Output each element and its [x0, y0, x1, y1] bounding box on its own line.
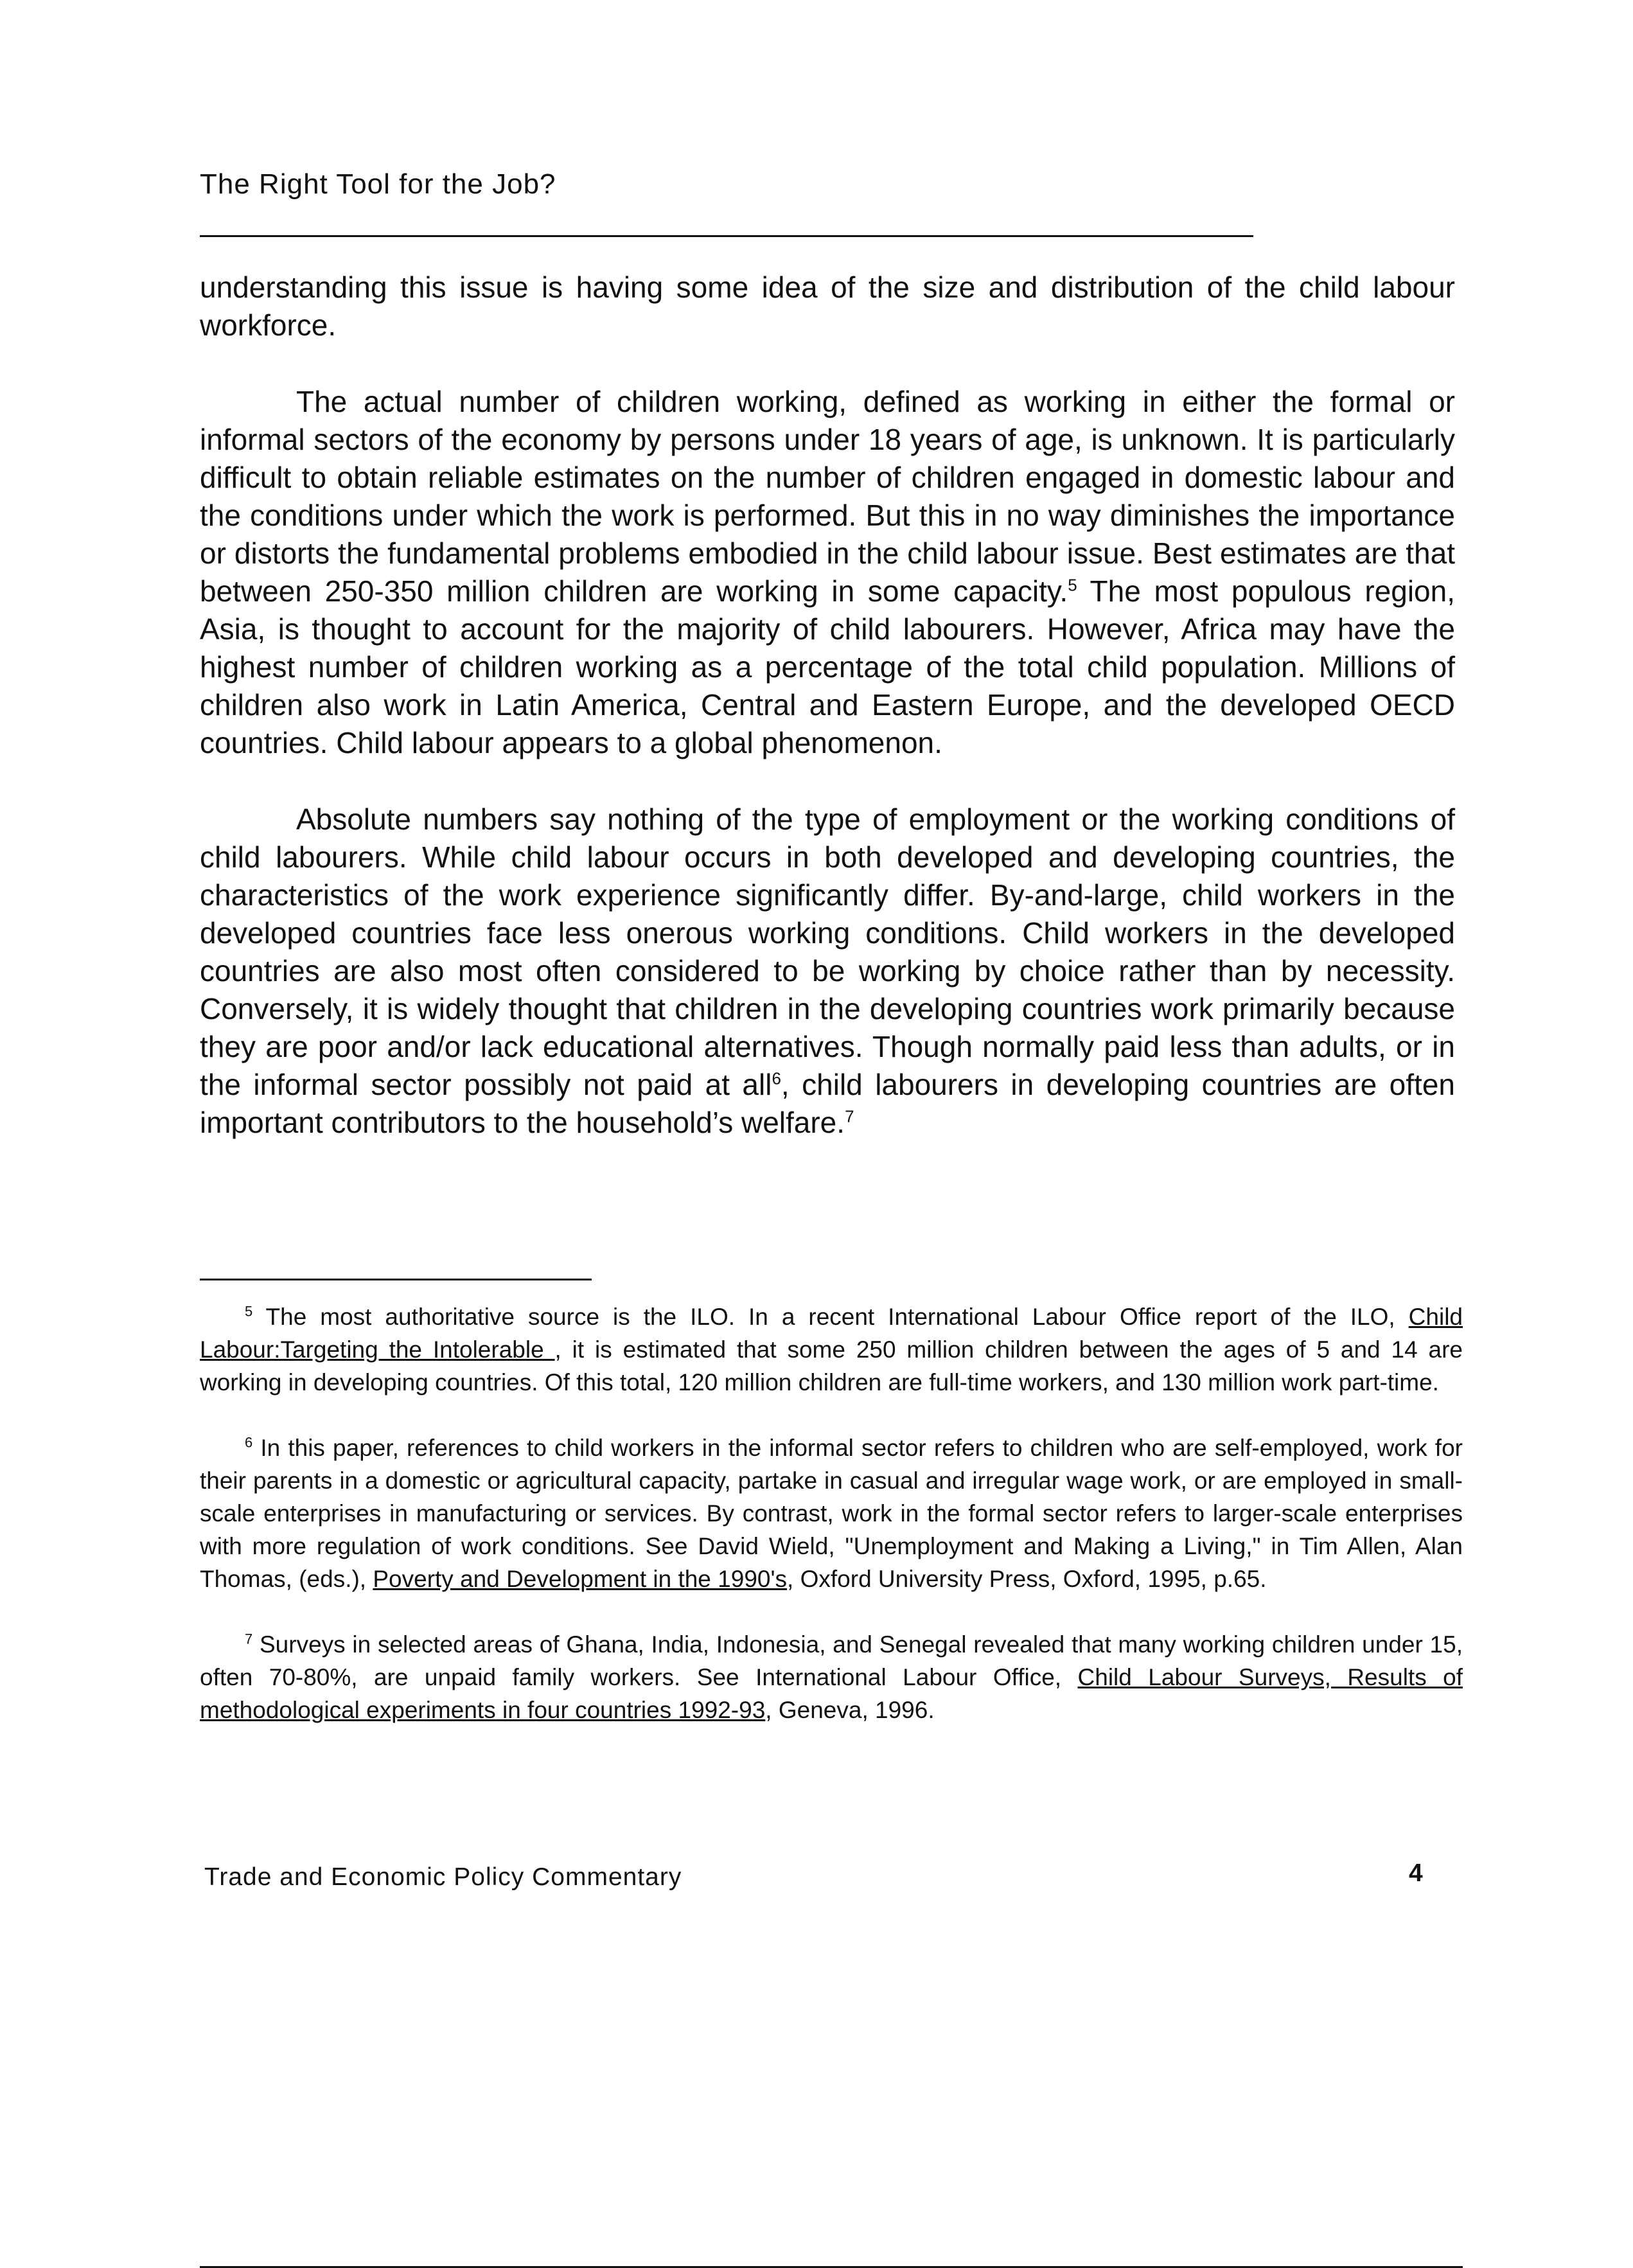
- footnote-ref-7: 7: [845, 1106, 854, 1126]
- paragraph-2: [200, 383, 1455, 762]
- paragraph-3-text-a: Absolute numbers say nothing of the type of employment or the working conditions of child labourers. While child labour occurs in both developed and developing countries, the characteristics of the work experience significantly differ. By-and-large, child workers in the developed countries face less onerous working conditions. Child workers in the developed countries are also most often considered to be working by choice rather than by necessity. Conversely, it is widely thought that children in the developing countries work primarily because they are poor and/or lack educational alternatives. Though normally paid less than adults, or in the informal sector possibly not paid at all: [200, 802, 1455, 1101]
- footnote-7-text-a: Surveys in selected areas of Ghana, India, Indonesia, and Senegal revealed that many working children under 15, often 70-80%, are unpaid family workers. See International Labour Office,: [200, 1631, 1463, 1690]
- footnote-rule: [200, 1279, 592, 1280]
- running-footer: Trade and Economic Policy Commentary: [204, 1863, 682, 1891]
- running-header: The Right Tool for the Job?: [200, 168, 556, 200]
- footnote-5-mark: 5: [245, 1303, 253, 1320]
- footnote-6: [200, 1431, 1463, 1595]
- footnote-ref-5: 5: [1068, 575, 1077, 595]
- paragraph-1: [200, 269, 1455, 344]
- footnote-5-title: Child Labour:Targeting the Intolerable: [200, 1304, 1463, 1363]
- paragraph-2-text-a: The actual number of children working, defined as working in either the formal or informal sectors of the economy by persons under 18 years of age, is unknown. It is particularly difficult to obtain reliable estimates on the number of children engaged in domestic labour and the conditions under which the work is performed. But this in no way diminishes the importance or distorts the fundamental problems embodied in the child labour issue. Best estimates are that between 250-350 million children are working in some capacity.: [200, 385, 1455, 608]
- body-text: [200, 269, 1455, 1180]
- paragraph-3: [200, 801, 1455, 1142]
- footnote-5: [200, 1300, 1463, 1399]
- footnotes: [200, 1300, 1463, 1759]
- footnote-7-text-b: , Geneva, 1996.: [765, 1697, 935, 1723]
- paragraph-2-text-b: The most populous region, Asia, is thought to account for the majority of child labourers. However, Africa may have the highest number of children working as a percentage of the total child population. Millions of children also work in Latin America, Central and Eastern Europe, and the developed OECD countries. Child labour appears to a global phenomenon.: [200, 574, 1455, 759]
- page-number: 4: [1409, 1859, 1423, 1887]
- footnote-6-text-b: , Oxford University Press, Oxford, 1995, p.65.: [787, 1566, 1267, 1592]
- footnote-6-text-a: In this paper, references to child workers in the informal sector refers to children who are self-employed, work for their parents in a domestic or agricultural capacity, partake in casual and irregular wage work, or are employed in small-scale enterprises in manufacturing or services. By contrast, work in the formal sector refers to larger-scale enterprises with more regulation of work conditions. See David Wield, "Unemployment and Making a Living," in Tim Allen, Alan Thomas, (eds.),: [200, 1435, 1463, 1592]
- footnote-7-title: Child Labour Surveys, Results of methodological experiments in four countries 1992-93: [200, 1664, 1463, 1723]
- header-rule: [200, 235, 1253, 237]
- paragraph-1-text: understanding this issue is having some idea of the size and distribution of the child labour workforce.: [200, 270, 1455, 342]
- footnote-5-text-b: , it is estimated that some 250 million children between the ages of 5 and 14 are working in developing countries. Of this total, 120 million children are full-time workers, and 130 million work part-time.: [200, 1336, 1463, 1395]
- footnote-5-text-a: The most authoritative source is the ILO. In a recent International Labour Office report of the ILO,: [252, 1304, 1409, 1330]
- paragraph-3-text-b: , child labourers in developing countries are often important contributors to the household’s welfare.: [200, 1068, 1455, 1139]
- footnote-7: [200, 1628, 1463, 1726]
- footnote-6-title: Poverty and Development in the 1990's: [373, 1566, 788, 1592]
- footnote-7-mark: 7: [245, 1631, 253, 1647]
- footnote-6-mark: 6: [245, 1434, 253, 1451]
- footnote-ref-6: 6: [772, 1068, 781, 1088]
